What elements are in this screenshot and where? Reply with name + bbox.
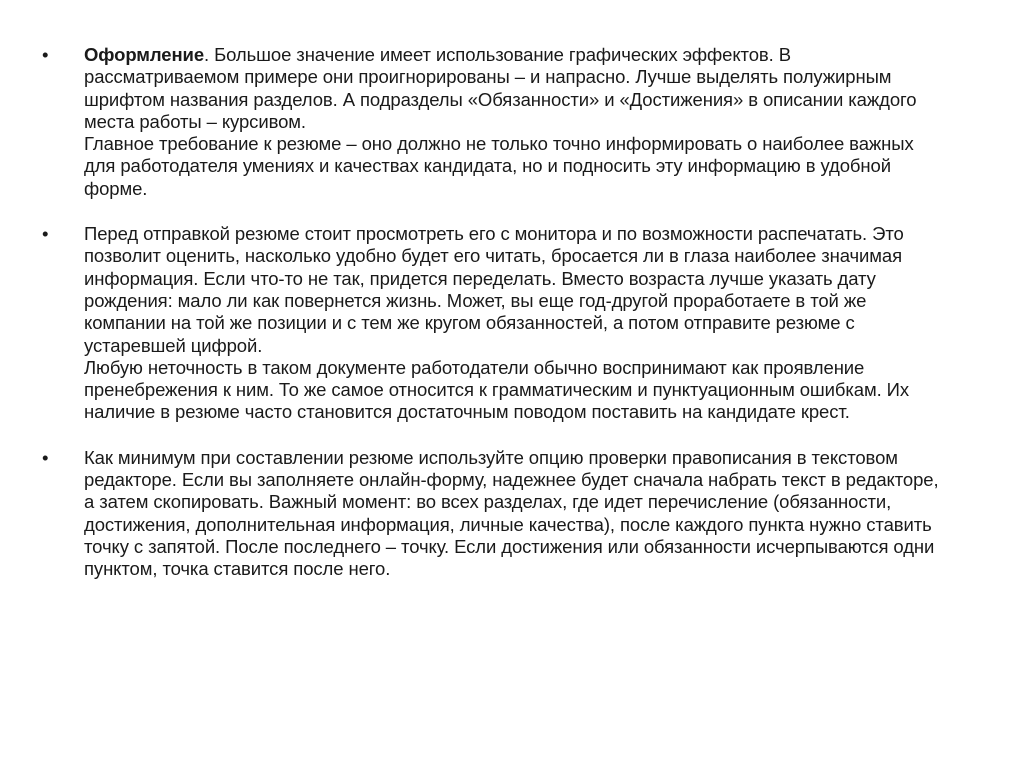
bullet-item-spellcheck	[42, 447, 942, 581]
paragraph-main-requirement: Главное требование к резюме – оно должно не только точно информировать о наиболее важных для работодателя умениях и качествах кандидата, но и подносить эту информацию в удобной форме.	[84, 133, 914, 199]
formatting-text: . Большое значение имеет использование графических эффектов. В рассматриваемом примере они проигнорированы – и напрасно. Лучше выделять полужирным шрифтом названия разделов. А подразделы «Обязанности» и «Достижения» в описании каждого места работы – курсивом.	[84, 44, 917, 132]
paragraph-inaccuracy: Любую неточность в таком документе работодатели обычно воспринимают как проявление пренебрежения к ним. То же самое относится к грамматическим и пунктуационным ошибкам. Их наличие в резюме часто становится достаточным поводом поставить на кандидате крест.	[84, 356, 910, 423]
bullet-dot: •	[42, 44, 49, 65]
paragraph-spellcheck: Как минимум при составлении резюме используйте опцию проверки правописания в текстовом редакторе. Если вы заполняете онлайн-форму, надежнее будет сначала набрать текст в редакторе, а затем скопировать. Важный момент: во всех разделах, где идет перечисление (обязанности, достижения, дополнительная информация, личные качества), после каждого пункта нужно ставить точку с запятой. После последнего – точку. Если достижения или обязанности исчерпываются одни пунктом, точка ставится после него.	[84, 446, 939, 580]
paragraph-formatting	[84, 44, 942, 133]
bullet-item-formatting	[42, 44, 942, 200]
bullet-dot: •	[42, 223, 49, 245]
paragraph-review: Перед отправкой резюме стоит просмотреть его с монитора и по возможности распечатать. Это позволит оценить, насколько удобно будет его читать, бросается ли в глаза наиболее значимая информация. Если что-то не так, придется переделать. Вместо возраста лучше указать дату рождения: мало ли как повернется жизнь. Может, вы еще год-другой проработаете в той же компании на той же позиции и с тем же кругом обязанностей, а потом отправите резюме с устаревшей цифрой.	[84, 223, 904, 356]
bullet-list	[42, 44, 942, 581]
formatting-heading: Оформление	[84, 44, 205, 65]
bullet-dot: •	[42, 446, 49, 468]
bullet-item-review	[42, 223, 942, 424]
